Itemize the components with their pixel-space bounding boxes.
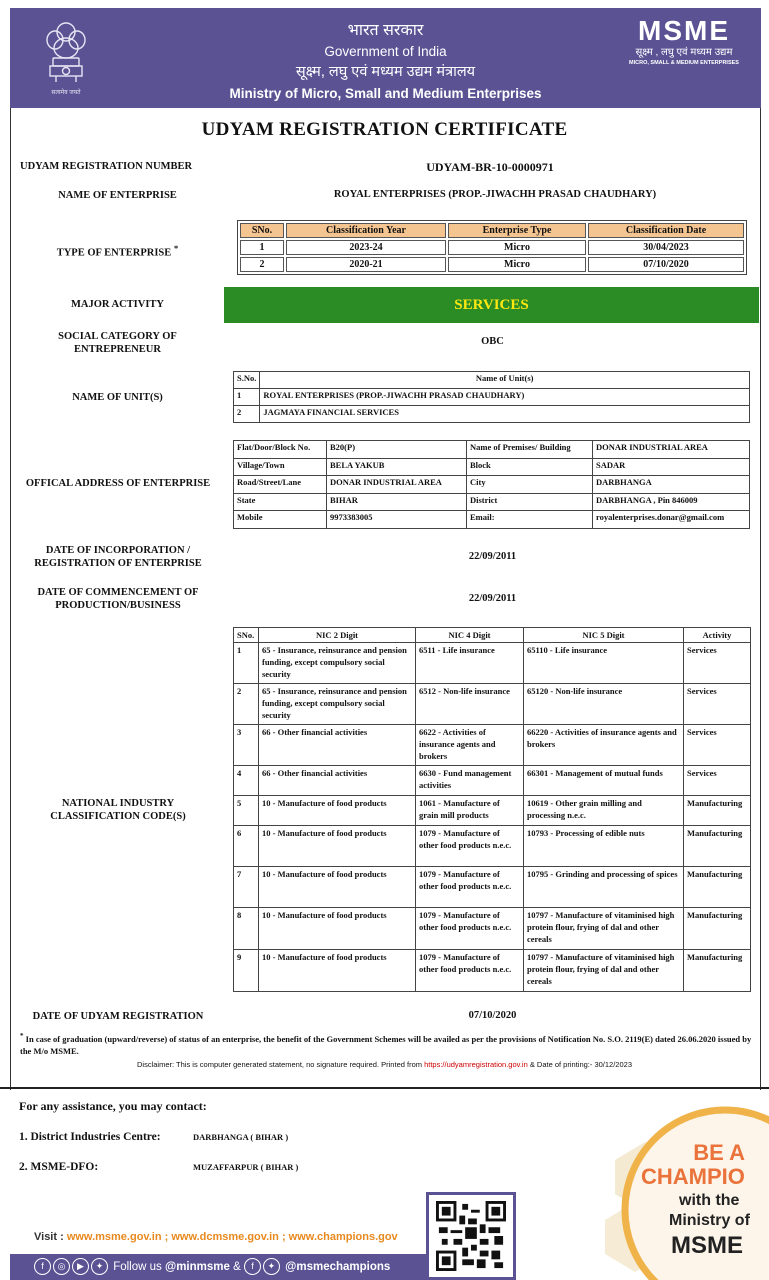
table-cell: 2023-24 bbox=[286, 240, 446, 255]
table-row bbox=[234, 796, 751, 826]
amp-text: & bbox=[229, 1261, 244, 1273]
table-cell: 07/10/2020 bbox=[588, 257, 744, 272]
official-address-label: OFFICAL ADDRESS OF ENTERPRISE bbox=[25, 478, 211, 489]
table-cell: Micro bbox=[448, 240, 586, 255]
table-cell: 10 - Manufacture of food products bbox=[259, 908, 416, 950]
table-cell: Name of Premises/ Building bbox=[467, 441, 593, 459]
table-cell: 1 bbox=[234, 389, 260, 406]
table-row bbox=[234, 684, 751, 725]
commencement-date-value: 22/09/2011 bbox=[468, 593, 517, 604]
hindi-ministry: सूक्ष्म, लघु एवं मध्यम उद्यम मंत्रालय bbox=[295, 64, 476, 80]
table-cell: 9 bbox=[234, 950, 259, 992]
table-cell: 10797 - Manufacture of vitaminised high protein flour, frying of dal and other cereals bbox=[524, 908, 684, 950]
social-footer bbox=[10, 1254, 440, 1280]
table-cell: ROYAL ENTERPRISES (PROP.-JIWACHH PRASAD CHAUDHARY) bbox=[260, 389, 750, 406]
table-cell: 3 bbox=[234, 725, 259, 766]
table-row bbox=[234, 511, 750, 529]
champion-line3: with the bbox=[679, 1192, 740, 1209]
msme-logo-hindi: सूक्ष्म , लघु एवं मध्यम उद्यम bbox=[635, 47, 733, 58]
table-cell: 9973383005 bbox=[327, 511, 467, 529]
table-header-row bbox=[234, 628, 751, 643]
table-row bbox=[234, 950, 751, 992]
nic-label-line1: NATIONAL INDUSTRY bbox=[61, 798, 175, 809]
incorporation-label-line2: REGISTRATION OF ENTERPRISE bbox=[34, 558, 202, 569]
table-cell: DARBHANGA bbox=[593, 476, 750, 494]
table-cell: 2020-21 bbox=[286, 257, 446, 272]
handle-msmechampions[interactable]: @msmechampions bbox=[285, 1261, 391, 1273]
col-classification-date: Classification Date bbox=[588, 223, 744, 238]
table-cell: 66301 - Management of mutual funds bbox=[524, 766, 684, 796]
dfo-value: MUZAFFARPUR ( BIHAR ) bbox=[193, 1162, 299, 1172]
table-cell: B20(P) bbox=[327, 441, 467, 459]
ministry-name: Ministry of Micro, Small and Medium Enterprises bbox=[229, 86, 542, 101]
table-cell: 5 bbox=[234, 796, 259, 826]
table-cell: DARBHANGA , Pin 846009 bbox=[593, 493, 750, 511]
social-category-label bbox=[20, 330, 215, 356]
table-cell: 10797 - Manufacture of vitaminised high protein flour, frying of dal and other cereals bbox=[524, 950, 684, 992]
table-cell: 6630 - Fund management activities bbox=[416, 766, 524, 796]
table-row bbox=[234, 908, 751, 950]
website-links[interactable]: www.msme.gov.in ; www.dcmsme.gov.in ; www.champions.gov bbox=[66, 1231, 398, 1243]
col-sno: SNo. bbox=[234, 628, 259, 643]
incorporation-date-label bbox=[18, 544, 218, 570]
table-cell: Village/Town bbox=[234, 458, 327, 476]
social-label-line2: ENTREPRENEUR bbox=[74, 344, 161, 355]
msme-logo-english: MICRO, SMALL & MEDIUM ENTERPRISES bbox=[629, 60, 739, 66]
table-row bbox=[234, 441, 750, 459]
table-row bbox=[234, 826, 751, 867]
government-titles bbox=[160, 20, 611, 104]
commencement-label-line2: PRODUCTION/BUSINESS bbox=[55, 600, 181, 611]
udyam-portal-link[interactable]: https://udyamregistration.gov.in bbox=[424, 1060, 528, 1069]
footnote-star: * bbox=[20, 1032, 24, 1040]
table-cell: District bbox=[467, 493, 593, 511]
col-sno: S.No. bbox=[234, 372, 260, 389]
nic-label-line2: CLASSIFICATION CODE(S) bbox=[50, 811, 186, 822]
table-cell: 2 bbox=[234, 684, 259, 725]
table-cell: Services bbox=[684, 725, 751, 766]
champion-line1: BE A bbox=[693, 1140, 745, 1165]
visit-links bbox=[34, 1231, 398, 1243]
table-cell: 6512 - Non-life insurance bbox=[416, 684, 524, 725]
table-cell: Block bbox=[467, 458, 593, 476]
table-cell: 66220 - Activities of insurance agents and brokers bbox=[524, 725, 684, 766]
dic-value: DARBHANGA ( BIHAR ) bbox=[193, 1132, 289, 1142]
enterprise-type-label-text: TYPE OF ENTERPRISE bbox=[56, 247, 172, 259]
table-cell: JAGMAYA FINANCIAL SERVICES bbox=[260, 406, 750, 423]
table-cell: 1 bbox=[234, 643, 259, 684]
table-cell: 10795 - Grinding and processing of spices bbox=[524, 867, 684, 908]
table-cell: 1061 - Manufacture of grain mill products bbox=[416, 796, 524, 826]
champion-line5: MSME bbox=[671, 1232, 743, 1259]
table-row bbox=[234, 766, 751, 796]
table-row bbox=[234, 643, 751, 684]
col-classification-year: Classification Year bbox=[286, 223, 446, 238]
table-cell: Road/Street/Lane bbox=[234, 476, 327, 494]
major-activity-value: SERVICES bbox=[224, 287, 759, 323]
hindi-government: भारत सरकार bbox=[347, 22, 424, 39]
visit-label: Visit : bbox=[34, 1231, 67, 1243]
footnote-star: * bbox=[173, 243, 179, 253]
table-cell: 1079 - Manufacture of other food products n.e.c. bbox=[416, 908, 524, 950]
col-sno: SNo. bbox=[240, 223, 284, 238]
emblem-caption: सत्यमेव जयते bbox=[51, 90, 81, 96]
table-cell: BELA YAKUB bbox=[327, 458, 467, 476]
instagram-icon[interactable]: ◎ bbox=[53, 1258, 70, 1275]
table-cell: Manufacturing bbox=[684, 867, 751, 908]
major-activity-label: MAJOR ACTIVITY bbox=[70, 299, 165, 310]
table-cell: Flat/Door/Block No. bbox=[234, 441, 327, 459]
table-cell: 10793 - Processing of edible nuts bbox=[524, 826, 684, 867]
table-cell: SADAR bbox=[593, 458, 750, 476]
social-category-value: OBC bbox=[481, 336, 504, 347]
follow-text: Follow us bbox=[113, 1261, 165, 1273]
table-row bbox=[234, 725, 751, 766]
table-cell: 65110 - Life insurance bbox=[524, 643, 684, 684]
table-cell: 10 - Manufacture of food products bbox=[259, 796, 416, 826]
table-row bbox=[234, 389, 750, 406]
col-nic4: NIC 4 Digit bbox=[416, 628, 524, 643]
table-cell: Email: bbox=[467, 511, 593, 529]
table-cell: 65 - Insurance, reinsurance and pension funding, except compulsory social security bbox=[259, 684, 416, 725]
table-cell: royalenterprises.donar@gmail.com bbox=[593, 511, 750, 529]
table-cell: 10 - Manufacture of food products bbox=[259, 867, 416, 908]
col-nic2: NIC 2 Digit bbox=[259, 628, 416, 643]
table-cell: DONAR INDUSTRIAL AREA bbox=[593, 441, 750, 459]
table-cell: Manufacturing bbox=[684, 950, 751, 992]
table-row bbox=[234, 476, 750, 494]
table-header-row bbox=[240, 223, 744, 238]
qr-code-icon bbox=[435, 1201, 507, 1271]
table-cell: Mobile bbox=[234, 511, 327, 529]
twitter-icon[interactable]: ✦ bbox=[263, 1258, 280, 1275]
address-table bbox=[233, 440, 750, 529]
table-cell: 6 bbox=[234, 826, 259, 867]
certificate-title: UDYAM REGISTRATION CERTIFICATE bbox=[201, 119, 568, 140]
msme-logo bbox=[625, 16, 743, 67]
unit-names-label: NAME OF UNIT(S) bbox=[72, 392, 163, 403]
table-row bbox=[240, 240, 744, 255]
be-a-champion-graphic bbox=[605, 1090, 769, 1280]
udyam-date-value: 07/10/2020 bbox=[468, 1010, 517, 1021]
commencement-label-line1: DATE OF COMMENCEMENT OF bbox=[37, 587, 199, 598]
handle-minmsme[interactable]: @minmsme bbox=[164, 1261, 230, 1273]
table-cell: BIHAR bbox=[327, 493, 467, 511]
table-cell: 10 - Manufacture of food products bbox=[259, 826, 416, 867]
table-cell: Micro bbox=[448, 257, 586, 272]
table-cell: 10 - Manufacture of food products bbox=[259, 950, 416, 992]
champion-line2: CHAMPIO bbox=[641, 1164, 745, 1189]
government-of-india: Government of India bbox=[324, 44, 447, 59]
table-cell: 1079 - Manufacture of other food products n.e.c. bbox=[416, 867, 524, 908]
udyam-date-label: DATE OF UDYAM REGISTRATION bbox=[32, 1011, 204, 1022]
facebook-icon[interactable]: f bbox=[34, 1258, 51, 1275]
nic-codes-label bbox=[18, 797, 218, 823]
table-row bbox=[240, 257, 744, 272]
commencement-date-label bbox=[18, 586, 218, 612]
table-cell: 6511 - Life insurance bbox=[416, 643, 524, 684]
table-cell: 1079 - Manufacture of other food products n.e.c. bbox=[416, 950, 524, 992]
table-row bbox=[234, 493, 750, 511]
table-cell: 6622 - Activities of insurance agents and brokers bbox=[416, 725, 524, 766]
msme-logo-text: MSME bbox=[638, 15, 730, 46]
table-cell: 2 bbox=[240, 257, 284, 272]
section-divider bbox=[0, 1087, 769, 1089]
table-row bbox=[234, 406, 750, 423]
table-cell: Manufacturing bbox=[684, 908, 751, 950]
table-cell: 1079 - Manufacture of other food products n.e.c. bbox=[416, 826, 524, 867]
table-cell: 66 - Other financial activities bbox=[259, 725, 416, 766]
national-emblem-icon bbox=[42, 18, 90, 100]
reg-number-value: UDYAM-BR-10-0000971 bbox=[426, 160, 554, 174]
note-text: In case of graduation (upward/reverse) of status of an enterprise, the benefit of the Government Schemes will be availed as per the provisions of Notification No. S.O. 2119(E) dated 26.06.2020 issued by the M/o MSME. bbox=[20, 1033, 752, 1056]
table-cell: 8 bbox=[234, 908, 259, 950]
enterprise-name-value: ROYAL ENTERPRISES (PROP.-JIWACHH PRASAD CHAUDHARY) bbox=[333, 189, 657, 200]
nic-codes-table bbox=[233, 627, 751, 992]
table-cell: 30/04/2023 bbox=[588, 240, 744, 255]
table-cell: 65 - Insurance, reinsurance and pension funding, except compulsory social security bbox=[259, 643, 416, 684]
qr-code bbox=[426, 1192, 516, 1280]
units-table bbox=[233, 371, 750, 423]
champion-line4: Ministry of bbox=[669, 1212, 750, 1229]
table-cell: Services bbox=[684, 643, 751, 684]
table-cell: State bbox=[234, 493, 327, 511]
disclaimer-text: Disclaimer: This is computer generated statement, no signature required. Printed from bbox=[137, 1060, 425, 1069]
col-unit-name: Name of Unit(s) bbox=[260, 372, 750, 389]
table-header-row bbox=[234, 372, 750, 389]
incorporation-label-line1: DATE OF INCORPORATION / bbox=[45, 545, 191, 556]
print-date-text: & Date of printing:- 30/12/2023 bbox=[527, 1060, 632, 1069]
dfo-label: 2. MSME-DFO: bbox=[19, 1161, 99, 1173]
table-cell: 1 bbox=[240, 240, 284, 255]
youtube-icon[interactable]: ▶ bbox=[72, 1258, 89, 1275]
table-cell: 7 bbox=[234, 867, 259, 908]
incorporation-date-value: 22/09/2011 bbox=[468, 551, 517, 562]
reg-number-label: UDYAM REGISTRATION NUMBER bbox=[20, 161, 193, 172]
table-cell: City bbox=[467, 476, 593, 494]
col-enterprise-type: Enterprise Type bbox=[448, 223, 586, 238]
col-activity: Activity bbox=[684, 628, 751, 643]
table-cell: 4 bbox=[234, 766, 259, 796]
table-cell: 2 bbox=[234, 406, 260, 423]
table-row bbox=[234, 458, 750, 476]
twitter-icon[interactable]: ✦ bbox=[91, 1258, 108, 1275]
dic-label: 1. District Industries Centre: bbox=[19, 1131, 161, 1143]
disclaimer bbox=[0, 1060, 769, 1069]
col-nic5: NIC 5 Digit bbox=[524, 628, 684, 643]
social-label-line1: SOCIAL CATEGORY OF bbox=[58, 331, 177, 342]
table-cell: Manufacturing bbox=[684, 826, 751, 867]
table-cell: Services bbox=[684, 684, 751, 725]
table-cell: 65120 - Non-life insurance bbox=[524, 684, 684, 725]
enterprise-type-label bbox=[20, 242, 215, 260]
header-banner bbox=[10, 8, 761, 108]
classification-table bbox=[237, 220, 747, 275]
table-cell: DONAR INDUSTRIAL AREA bbox=[327, 476, 467, 494]
assistance-title: For any assistance, you may contact: bbox=[19, 1099, 207, 1113]
table-cell: Manufacturing bbox=[684, 796, 751, 826]
table-cell: 10619 - Other grain milling and processing n.e.c. bbox=[524, 796, 684, 826]
graduation-note bbox=[20, 1030, 755, 1057]
table-row bbox=[234, 867, 751, 908]
enterprise-name-label: NAME OF ENTERPRISE bbox=[58, 190, 177, 201]
table-cell: Services bbox=[684, 766, 751, 796]
facebook-icon[interactable]: f bbox=[244, 1258, 261, 1275]
table-cell: 66 - Other financial activities bbox=[259, 766, 416, 796]
